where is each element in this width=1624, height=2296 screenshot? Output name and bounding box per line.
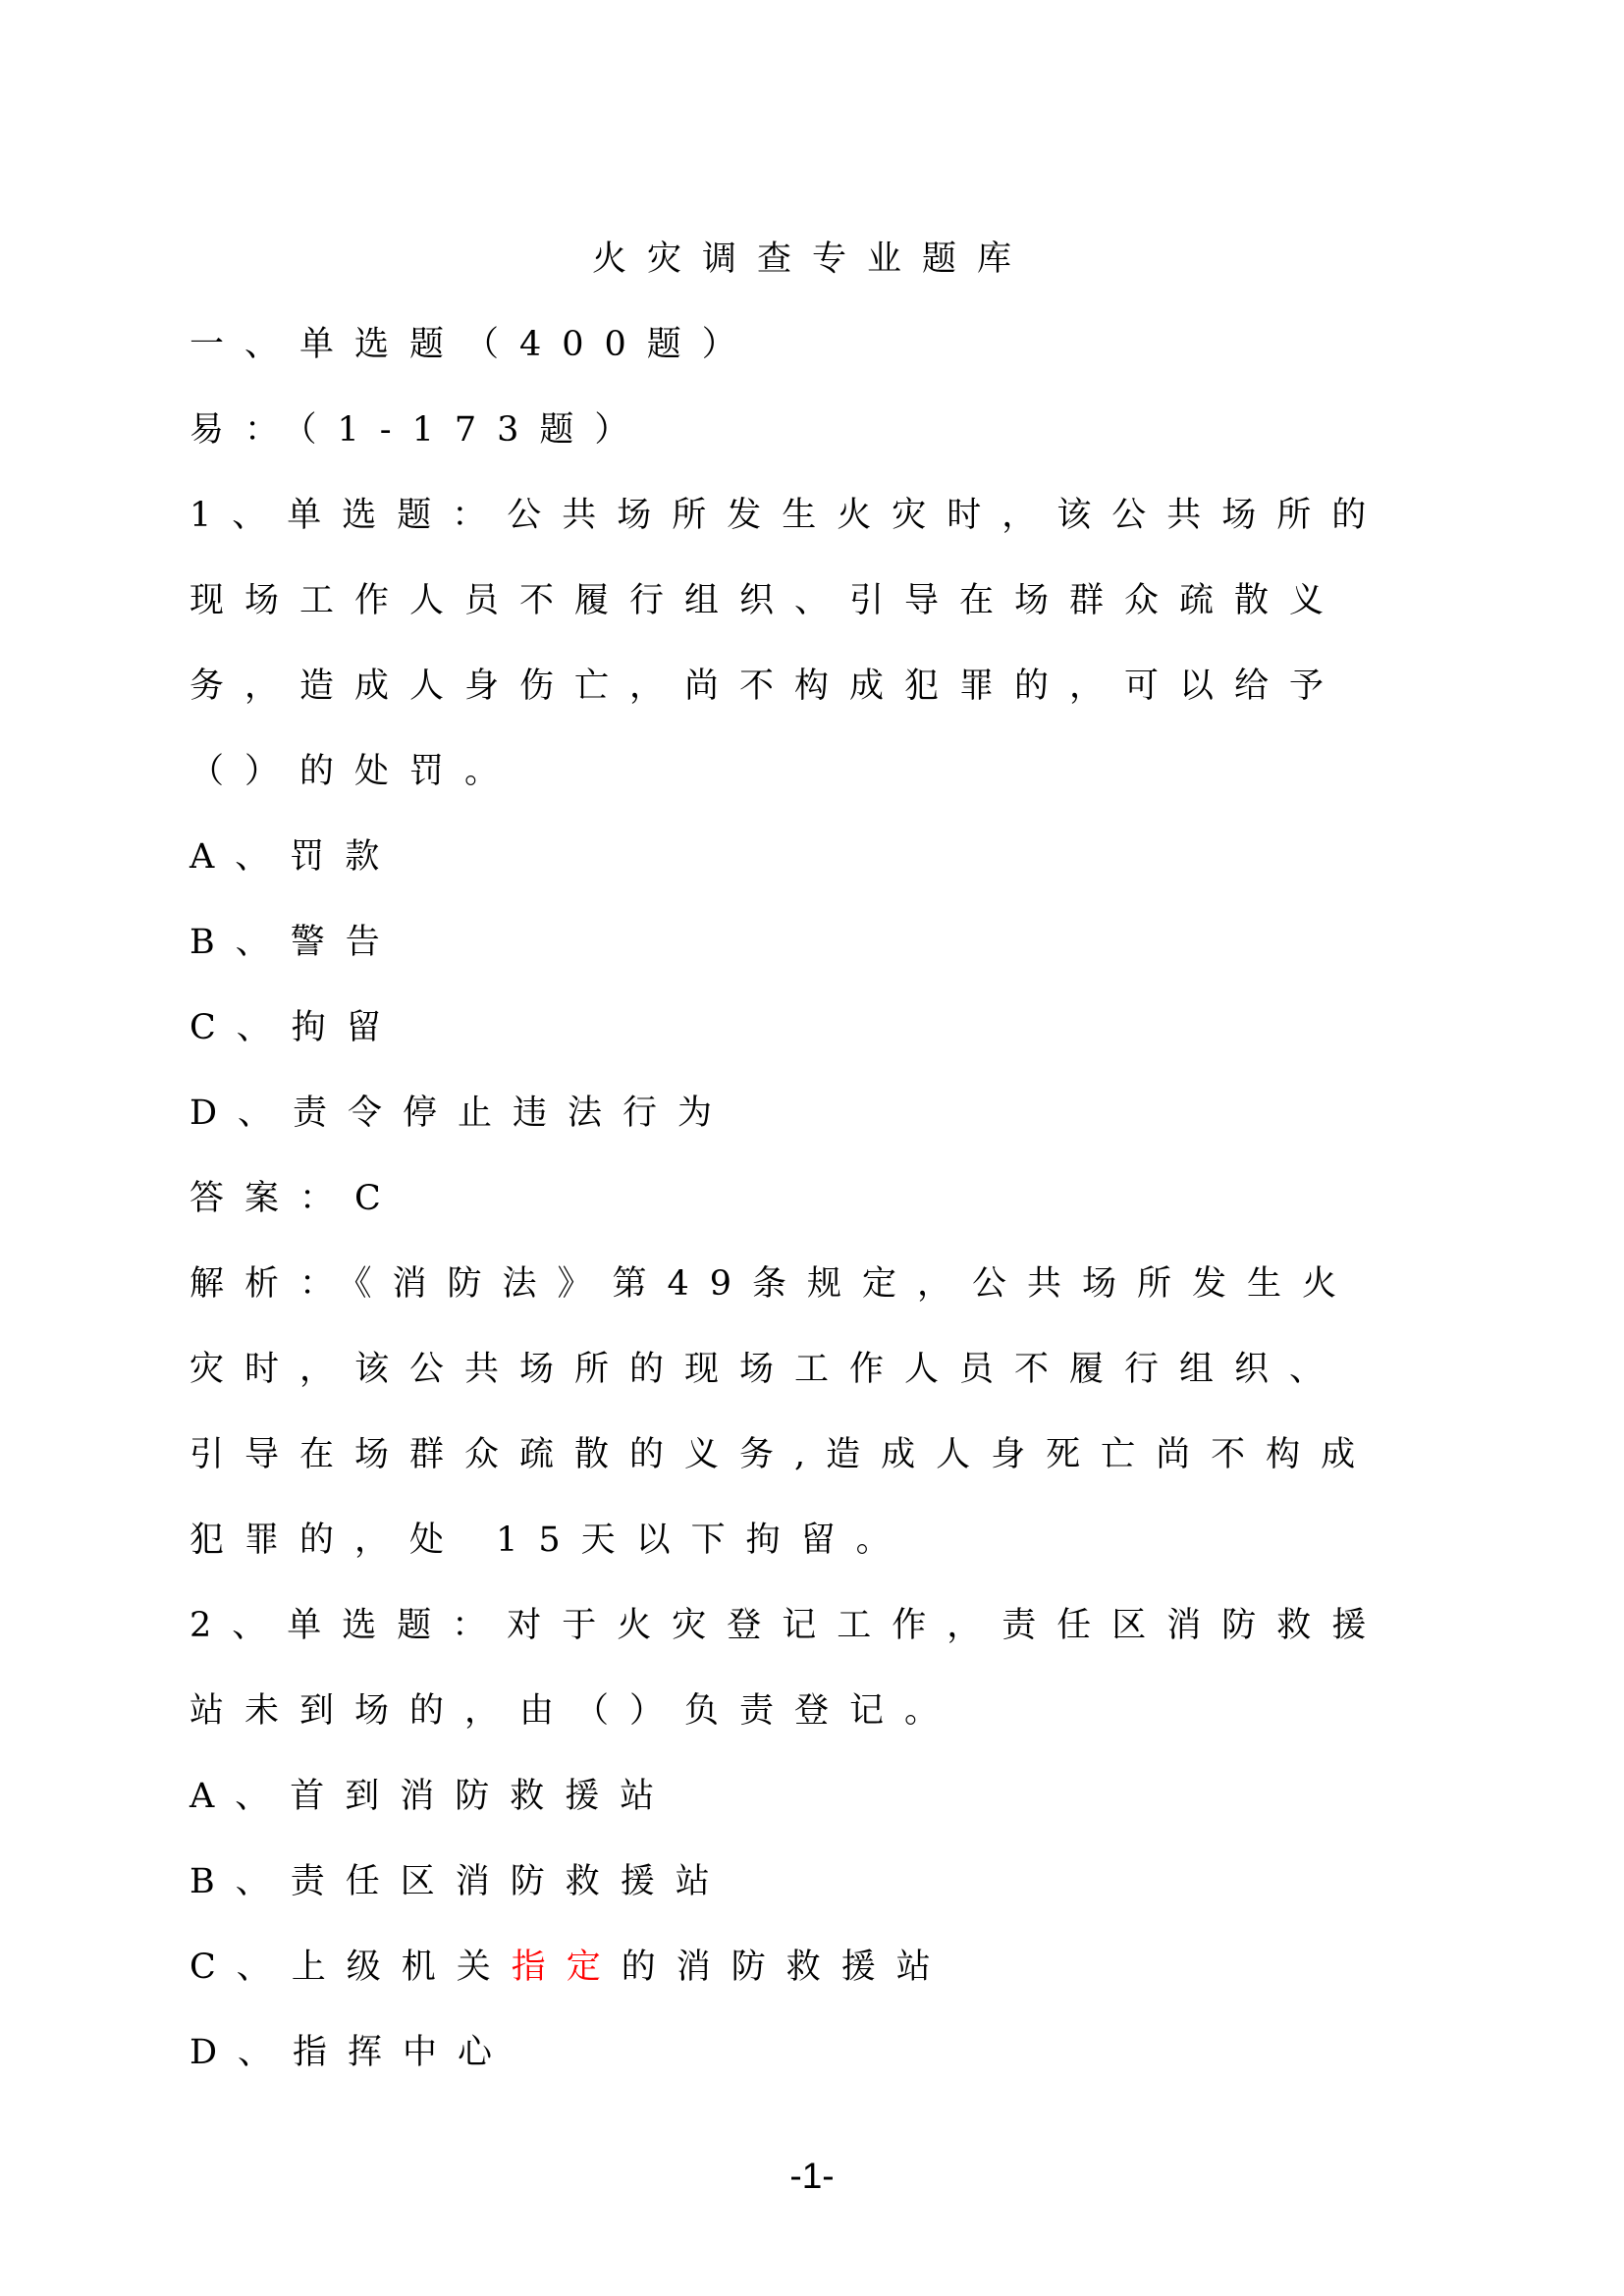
page-number: -1- <box>789 2156 835 2196</box>
question-stem-line: 站未到场的，由（）负责登记。 <box>189 1691 960 1731</box>
question-stem-line: 务，造成人身伤亡，尚不构成犯罪的，可以给予 <box>189 667 1345 706</box>
question-stem-line: 2、单选题：对于火灾登记工作，责任区消防救援 <box>189 1606 1387 1645</box>
question-stem-line: 1、单选题：公共场所发生火灾时，该公共场所的 <box>189 496 1387 535</box>
option-c-suffix: 的消防救援站 <box>621 1948 951 1987</box>
option-b: B、警告 <box>189 923 401 962</box>
option-d: D、指挥中心 <box>189 2033 514 2072</box>
question-stem-line: 现场工作人员不履行组织、引导在场群众疏散义 <box>189 581 1345 620</box>
subsection-heading: 易：（1-173题） <box>189 410 650 450</box>
analysis-line: 引导在场群众疏散的义务,造成人身死亡尚不构成 <box>189 1435 1377 1474</box>
highlighted-text: 指定 <box>511 1948 622 1987</box>
option-c-prefix: C、上级机关 <box>189 1948 512 1987</box>
answer-line: 答案：C <box>189 1179 402 1218</box>
option-a: A、罚款 <box>189 837 401 877</box>
document-title: 火灾调查专业题库 <box>591 240 1032 279</box>
question-stem-line: （）的处罚。 <box>189 752 520 791</box>
option-a: A、首到消防救援站 <box>189 1777 676 1816</box>
option-d: D、责令停止违法行为 <box>189 1094 733 1133</box>
analysis-line: 灾时，该公共场所的现场工作人员不履行组织、 <box>189 1350 1345 1389</box>
option-c <box>189 1938 1427 1997</box>
option-b: B、责任区消防救援站 <box>189 1862 731 1901</box>
section-heading: 一、单选题（400题） <box>189 325 757 364</box>
analysis-line: 犯罪的，处 15天以下拘留。 <box>189 1521 911 1560</box>
option-c: C、拘留 <box>189 1008 402 1047</box>
analysis-line: 解析：《消防法》第49条规定，公共场所发生火 <box>189 1264 1358 1304</box>
